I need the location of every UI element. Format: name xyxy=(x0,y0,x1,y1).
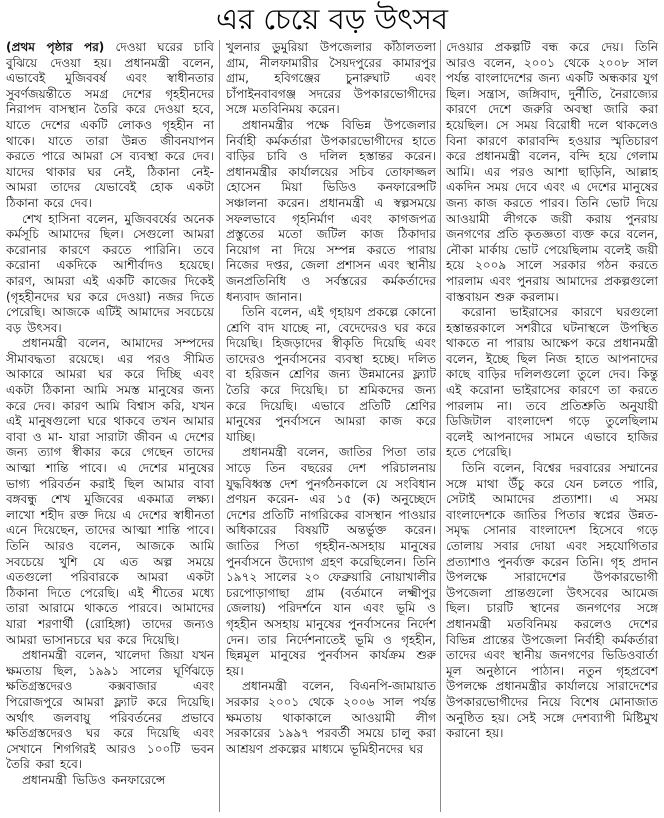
continuation-label: (প্রথম পৃষ্ঠার পর) xyxy=(6,40,105,54)
paragraph: তিনি বলেন, বিশ্বের দরবারের সম্মানের সঙ্গে মাথা উঁচু করে যেন চলতে পারি, সেটাই আমাদের প্রত্যাশা। এ সময় বাংলাদেশকে জাতির পিতার স্বপ্নের উন্নত-সমৃদ্ধ সোনার বাংলাদেশ হিসেবে গড়ে তোলায় সবার দোয়া এবং সহযোগিতার প্রত্যাশাও পুনর্ব্যক্ত করেন তিনি। গৃহ প্রদান উপলক্ষে সারাদেশের উপকারভোগী উপজেলা প্রান্তগুলো উৎসবের আমেজ ছিল। চারটি স্থানের জনগণের সঙ্গে প্রধানমন্ত্রী মতবিনিময় করলেও দেশের বিভিন্ন প্রান্তের উপজেলা নির্বাহী কর্মকর্তারা তাদের এবং স্থানীয় জনগণের ভিডিওবার্তা মূল অনুষ্ঠানে পাঠান। নতুন গৃহপ্রবেশ উপলক্ষে প্রধানমন্ত্রীর কার্যালয়ে সারাদেশের উপকারভোগীদের নিয়ে বিশেষ মোনাজাত অনুষ্ঠিত হয়। সেই সঙ্গে দেশব্যাপী মিষ্টিমুখ করানো হয়। xyxy=(446,461,658,741)
article-column-2 xyxy=(226,40,436,814)
paragraph: প্রধানমন্ত্রীর পক্ষে বিভিন্ন উপজেলার নির্বাহী কর্মকর্তারা উপকারভোগীদের হাতে বাড়ির চাবি ও দলিল হস্তান্তর করেন। প্রধানমন্ত্রীর কার্যালয়ের সচিব তোফাজ্জল হোসেন মিয়া ভিডিও কনফারেন্সটি সঞ্চালনা করেন। প্রধানমন্ত্রী এ স্বল্পসময়ে সফলভাবে গৃহনির্মাণ এবং কাগজপত্র প্রস্তুতের মতো জটিল কাজ ঠিকাদার নিয়োগ না দিয়ে সম্পন্ন করতে পারায় নিজের দপ্তর, জেলা প্রশাসন এবং স্থানীয় জনপ্রতিনিধি ও সর্বস্তরের কর্মকর্তাদের ধন্যবাদ জানান। xyxy=(226,117,436,304)
paragraph: করোনা ভাইরাসের কারণে ঘরগুলো হস্তান্তরকালে সশরীরে ঘটনাস্থলে উপস্থিত থাকতে না পারায় আক্ষেপ করে প্রধানমন্ত্রী বলেন, ইচ্ছে ছিল নিজ হাতে আপনাদের কাছে বাড়ির দলিলগুলো তুলে দেব। কিন্তু এই করোনা ভাইরাসের কারণে তা করতে পারলাম না। তবে প্রতিশ্রুতি অনুযায়ী ডিজিটাল বাংলাদেশ গড়ে তুলেছিলাম বলেই আপনাদের সামনে এভাবে হাজির হতে পেরেছি। xyxy=(446,305,658,460)
paragraph: খুলনার ডুমুরিয়া উপজেলার কাঁঠালতলা গ্রাম, নীলফামারীর সৈয়দপুরের কামারপুর গ্রাম, হবিগঞ্জের চুনারুঘাট এবং চাঁপাইনবাবগঞ্জ সদরের উপকারভোগীদের সঙ্গে মতবিনিময় করেন। xyxy=(226,40,436,117)
paragraph-text: দেওয়া ঘরের চাবি বুঝিয়ে দেওয়া হয়। প্রধানমন্ত্রী বলেন, এভাবেই মুজিববর্ষ এবং স্বাধীনতার সুবর্ণজয়ন্তীতে সমগ্র দেশের গৃহহীনদের নিরাপদ বাসস্থান তৈরি করে দেওয়া হবে, যাতে দেশের একটি লোকও গৃহহীন না থাকে। যাতে তারা উন্নত জীবনযাপন করতে পারে আমরা সে ব্যবস্থা করে দেব। যাদের থাকার ঘর নেই, ঠিকানা নেই- আমরা তাদের যেভাবেই হোক একটা ঠিকানা করে দেব। xyxy=(6,40,214,210)
article-headline: এর চেয়ে বড় উৎসব xyxy=(215,2,449,36)
paragraph: শেখ হাসিনা বলেন, মুজিববর্ষের অনেক কর্মসূচি আমাদের ছিল। সেগুলো আমরা করোনার কারণে করতে পারিনি। তবে করোনা একদিকে আশীর্বাদও হয়েছে। কারণ, আমরা এই একটি কাজের দিকেই (গৃহহীনদের ঘর করে দেওয়া) নজর দিতে পেরেছি। আজকে এটিই আমাদের সবচেয়ে বড় উৎসব। xyxy=(6,211,214,335)
paragraph: প্রধানমন্ত্রী বলেন, আমাদের সম্পদের সীমাবদ্ধতা রয়েছে। এর পরও সীমিত আকারে আমরা ঘর করে দিচ্ছি এবং একটা ঠিকানা আমি সমস্ত মানুষের জন্য করে দেব। কারণ আমি বিশ্বাস করি, যখন এই মানুষগুলো ঘরে থাকবে তখন আমার বাবা ও মা- যারা সারাটা জীবন এ দেশের জন্য ত্যাগ স্বীকার করে গেছেন তাদের আত্মা শান্তি পাবে। এ দেশের মানুষের ভাগ্য পরিবর্তন করাই ছিল আমার বাবা বঙ্গবন্ধু শেখ মুজিবের একমাত্র লক্ষ্য। লাখো শহীদ রক্ত দিয়ে এ দেশের স্বাধীনতা এনে দিয়েছেন, তাদের আত্মা শান্তি পাবে। তিনি আরও বলেন, আজকে আমি সবচেয়ে খুশি যে এত অল্প সময়ে এতগুলো পরিবারকে আমরা একটা ঠিকানা দিতে পেরেছি। এই শীতের মধ্যে তারা আরামে থাকতে পারবে। আমাদের যারা শরণার্থী (রোহিঙ্গা) তাদের জন্যও আমরা ভাসানচরে ঘর করে দিয়েছি। xyxy=(6,336,214,647)
paragraph: প্রধানমন্ত্রী বলেন, বিএনপি-জামায়াত সরকার ২০০১ থেকে ২০০৬ সাল পর্যন্ত ক্ষমতায় থাকাকালে আওয়ামী লীগ সরকারের ১৯৯৭ পরবর্তী সময়ে চালু করা আশ্রয়ণ প্রকল্পের মাধ্যমে ভূমিহীনদের ঘর xyxy=(226,679,436,756)
column-divider xyxy=(440,40,441,812)
article-column-3 xyxy=(446,40,658,814)
paragraph: দেওয়ার প্রকল্পটি বন্ধ করে দেয়। তিনি আরও বলেন, ২০০১ থেকে ২০০৮ সাল পর্যন্ত বাংলাদেশের জন্য একটি অন্ধকার যুগ ছিল। সন্ত্রাস, জঙ্গিবাদ, দুর্নীতি, নৈরাজ্যের কারণে দেশে জরুরি অবস্থা জারি করা হয়েছিল। সে সময় বিরোধী দলে থাকলেও বিনা কারণে কারাবন্দি হওয়ার স্মৃতিচারণ করে প্রধানমন্ত্রী বলেন, বন্দি হয়ে গেলাম আমি। এর পরও আশা ছাড়িনি, আল্লাহ একদিন সময় দেবে এবং এ দেশের মানুষের জন্য কাজ করতে পারব। তিনি ভোট দিয়ে আওয়ামী লীগকে জয়ী করায় পুনরায় জনগণের প্রতি কৃতজ্ঞতা ব্যক্ত করে বলেন, নৌকা মার্কায় ভোট পেয়েছিলাম বলেই জয়ী হয়ে ২০০৯ সালে সরকার গঠন করতে পারলাম এবং পুনরায় আমাদের প্রকল্পগুলো বাস্তবায়ন শুরু করলাম। xyxy=(446,40,658,304)
paragraph: প্রধানমন্ত্রী বলেন, খালেদা জিয়া যখন ক্ষমতায় ছিল, ১৯৯১ সালের ঘূর্ণিঝড়ে ক্ষতিগ্রস্তদেরও কক্সবাজার এবং পিরোজপুরে আমরা ফ্ল্যাট করে দিয়েছি। অর্থাৎ জলবায়ু পরিবর্তনের প্রভাবে ক্ষতিগ্রস্তদেরও ঘর করে দিয়েছি এবং সেখানে শিগগিরই আরও ১০০টি ভবন তৈরি করা হবে। xyxy=(6,648,214,772)
column-divider xyxy=(219,40,220,812)
paragraph: প্রধানমন্ত্রী বলেন, জাতির পিতা তার সাড়ে তিন বছরের দেশ পরিচালনায় যুদ্ধবিধ্বস্ত দেশ পুনর্গঠনকালে যে সংবিধান প্রণয়ন করেন- এর ১৫ (ক) অনুচ্ছেদে দেশের প্রতিটি নাগরিকের বাসস্থান পাওয়ার অধিকারের বিষয়টি অন্তর্ভুক্ত করেন। জাতির পিতা গৃহহীন-অসহায় মানুষের পুনর্বাসনে উদ্যোগ গ্রহণ করেছিলেন। তিনি ১৯৭২ সালের ২০ ফেব্রুয়ারি নোয়াখালীর চরপোড়াগাছা গ্রাম (বর্তমানে লক্ষ্মীপুর জেলায়) পরিদর্শনে যান এবং ভূমি ও গৃহহীন অসহায় মানুষের পুনর্বাসনের নির্দেশ দেন। তার নির্দেশনাতেই ভূমি ও গৃহহীন, ছিন্নমূল মানুষের পুনর্বাসন কার্যক্রম শুরু হয়। xyxy=(226,445,436,678)
paragraph: প্রধানমন্ত্রী ভিডিও কনফারেন্সে xyxy=(22,772,166,787)
paragraph xyxy=(6,40,214,212)
paragraph: তিনি বলেন, এই গৃহায়ণ প্রকল্পে কোনো শ্রেণি বাদ যাচ্ছে না, বেদেদেরও ঘর করে দিয়েছি। হিজড়াদের স্বীকৃতি দিয়েছি এবং তাদেরও পুনর্বাসনের ব্যবস্থা হচ্ছে। দলিত বা হরিজন শ্রেণির জন্য উন্নমানের ফ্ল্যাট তৈরি করে দিয়েছি। চা শ্রমিকদের জন্য করে দিয়েছি। এভাবে প্রতিটি শ্রেণির মানুষের পুনর্বাসনে আমরা কাজ করে যাচ্ছি। xyxy=(226,305,436,444)
article-column-1 xyxy=(6,40,214,814)
